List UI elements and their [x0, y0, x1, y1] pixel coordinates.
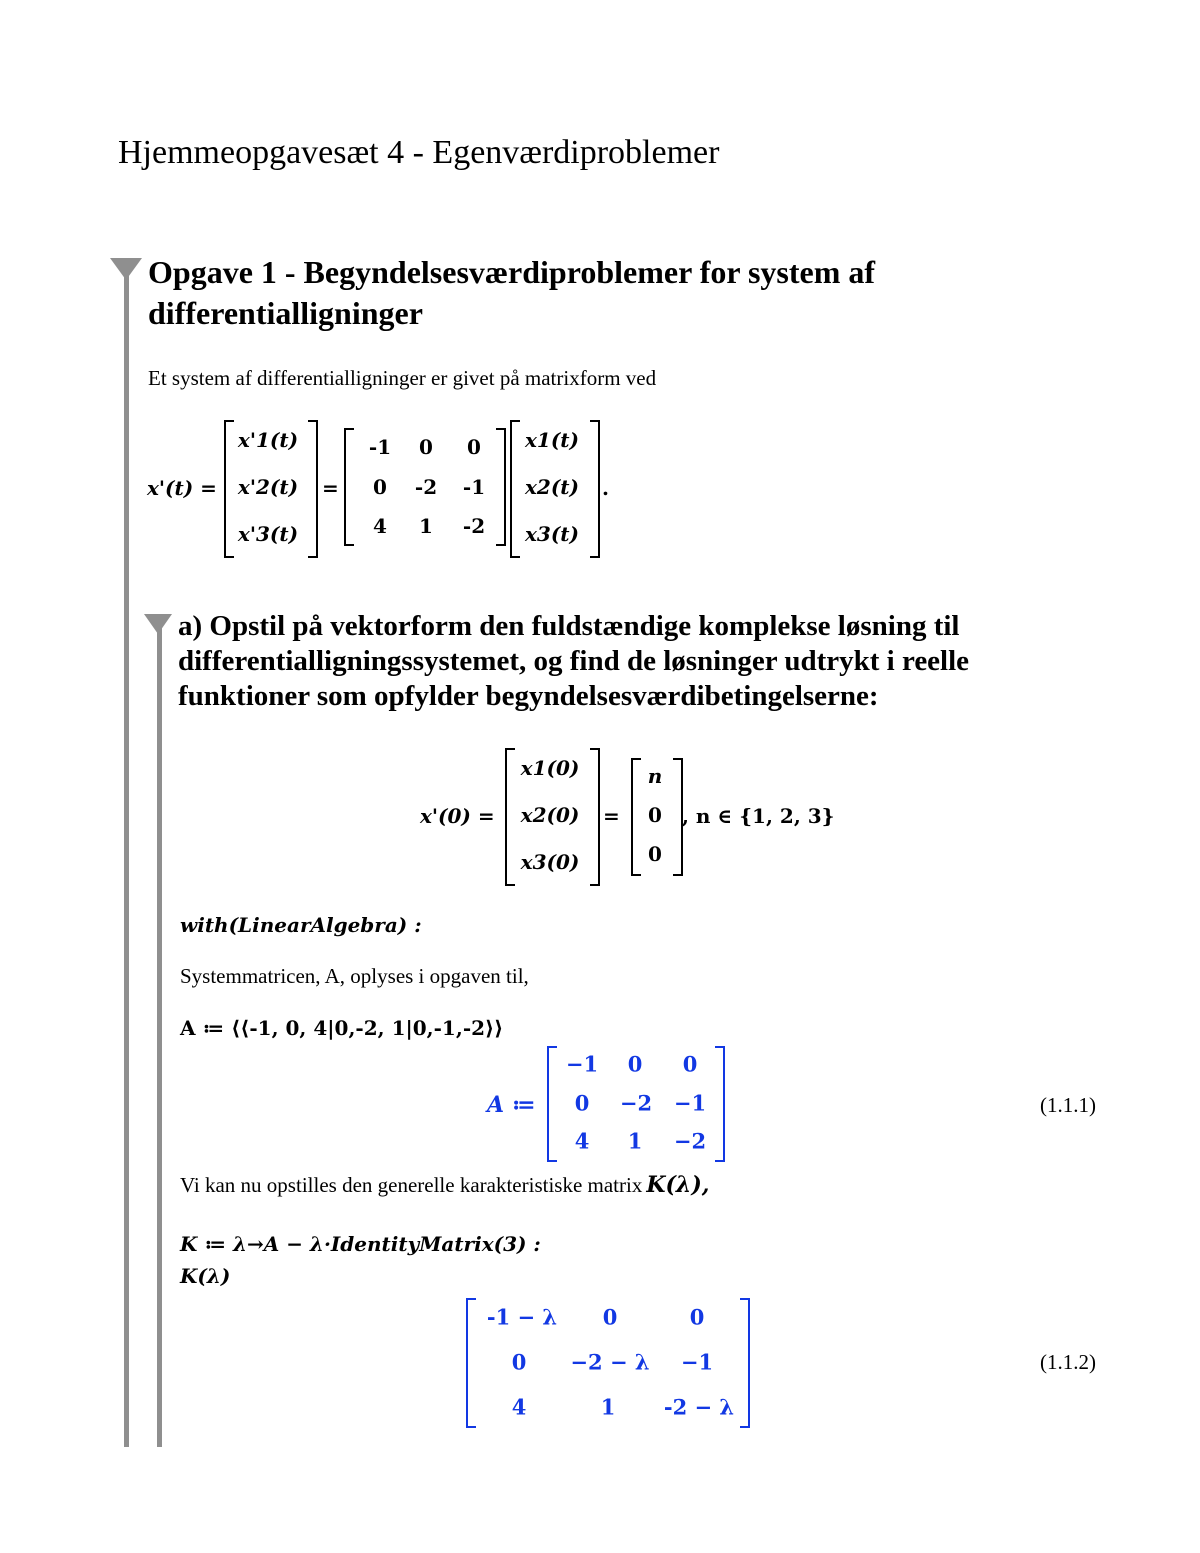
- matrix-cell: 1: [627, 1128, 643, 1154]
- maple-input-K[interactable]: K ≔ λ→A − λ·IdentityMatrix(3) :: [180, 1232, 541, 1256]
- matrix-cell: 4: [373, 514, 387, 538]
- maple-input-with[interactable]: with(LinearAlgebra) :: [180, 913, 422, 937]
- matrix-cell: x2(0): [520, 803, 580, 827]
- intro-text: Et system af differentialligninger er givet på matrixform ved: [148, 366, 657, 390]
- matrix-cell: x1(0): [520, 756, 580, 780]
- matrix-cell: −2: [673, 1128, 707, 1154]
- matrix-cell: 1: [600, 1394, 616, 1420]
- matrix-cell: 0: [627, 1051, 643, 1077]
- matrix-cell: −2: [619, 1090, 653, 1116]
- maple-input-A[interactable]: A ≔ ⟨⟨-1, 0, 4|0,-2, 1|0,-1,-2⟩⟩: [180, 1016, 504, 1040]
- matrix-cell: 0: [511, 1349, 527, 1375]
- subsection-bar: [157, 626, 162, 1447]
- bracket-left: [510, 420, 520, 558]
- bracket-right: [740, 1298, 750, 1428]
- bracket-left: [631, 758, 641, 876]
- matrix-cell: −1: [680, 1349, 714, 1375]
- bracket-left: [466, 1298, 476, 1428]
- bracket-left: [505, 748, 515, 886]
- matrix-cell: n: [647, 764, 663, 788]
- bracket-right: [308, 420, 318, 558]
- bracket-left: [547, 1046, 557, 1162]
- text-K-line: [180, 1172, 709, 1198]
- text-systemmatrix: Systemmatricen, A, oplyses i opgaven til,: [180, 964, 529, 988]
- equation-label: (1.1.1): [1040, 1093, 1096, 1117]
- matrix-cell: x'3(t): [237, 522, 299, 546]
- bracket-right: [590, 420, 600, 558]
- matrix-cell: -1: [462, 475, 486, 499]
- matrix-cell: 0: [574, 1090, 590, 1116]
- matrix-cell: −1: [673, 1090, 707, 1116]
- matrix-cell: −2 − λ: [570, 1349, 650, 1375]
- matrix-cell: 0: [648, 803, 662, 827]
- matrix-cell: 0: [467, 435, 481, 459]
- output-A-label: A ≔: [487, 1092, 536, 1118]
- text-K-math: K(λ),: [646, 1172, 710, 1198]
- matrix-cell: x3(0): [520, 850, 580, 874]
- bracket-left: [344, 428, 354, 546]
- bracket-left: [224, 420, 234, 558]
- maple-input-Klambda[interactable]: K(λ): [180, 1264, 231, 1288]
- matrix-cell: 0: [373, 475, 387, 499]
- matrix-cell: 1: [419, 514, 433, 538]
- period: .: [602, 476, 609, 500]
- equals-sign: =: [322, 476, 339, 500]
- matrix-cell: -1: [368, 435, 392, 459]
- matrix-cell: x3(t): [524, 522, 580, 546]
- matrix-cell: 4: [574, 1128, 590, 1154]
- matrix-cell: -2: [462, 514, 486, 538]
- matrix-cell: 0: [602, 1304, 618, 1330]
- text-K: Vi kan nu opstilles den generelle karakteristiske matrix: [180, 1173, 643, 1197]
- matrix-cell: 0: [419, 435, 433, 459]
- matrix-cell: x1(t): [524, 428, 580, 452]
- matrix-cell: x'2(t): [237, 475, 299, 499]
- matrix-cell: -2: [414, 475, 438, 499]
- matrix-cell: 0: [682, 1051, 698, 1077]
- equals-sign: =: [603, 804, 620, 828]
- equation-lhs: x'(t) =: [147, 476, 217, 500]
- matrix-cell: 4: [511, 1394, 527, 1420]
- matrix-cell: -1 − λ: [486, 1304, 558, 1330]
- matrix-cell: 0: [689, 1304, 705, 1330]
- section-bar: [124, 272, 129, 1447]
- ic-condition: , n ∈ {1, 2, 3}: [682, 804, 835, 828]
- matrix-cell: 0: [648, 842, 662, 866]
- ic-lhs: x'(0) =: [420, 804, 495, 828]
- subsection-heading: a) Opstil på vektorform den fuldstændige komplekse løsning til differentialligningssystemet, og find de løsninger udtrykt i reelle funktioner som opfylder begyndelsesværdibetingelserne:: [178, 610, 970, 712]
- matrix-cell: -2 − λ: [663, 1394, 735, 1420]
- matrix-cell: x2(t): [524, 475, 580, 499]
- matrix-cell: −1: [565, 1051, 599, 1077]
- section-heading: Opgave 1 - Begyndelsesværdiproblemer for system af differentialligninger: [148, 254, 876, 331]
- matrix-cell: x'1(t): [237, 428, 299, 452]
- equation-label: (1.1.2): [1040, 1350, 1096, 1374]
- bracket-right: [590, 748, 600, 886]
- bracket-right: [715, 1046, 725, 1162]
- bracket-right: [496, 428, 506, 546]
- page-title: Hjemmeopgavesæt 4 - Egenværdiproblemer: [118, 134, 720, 171]
